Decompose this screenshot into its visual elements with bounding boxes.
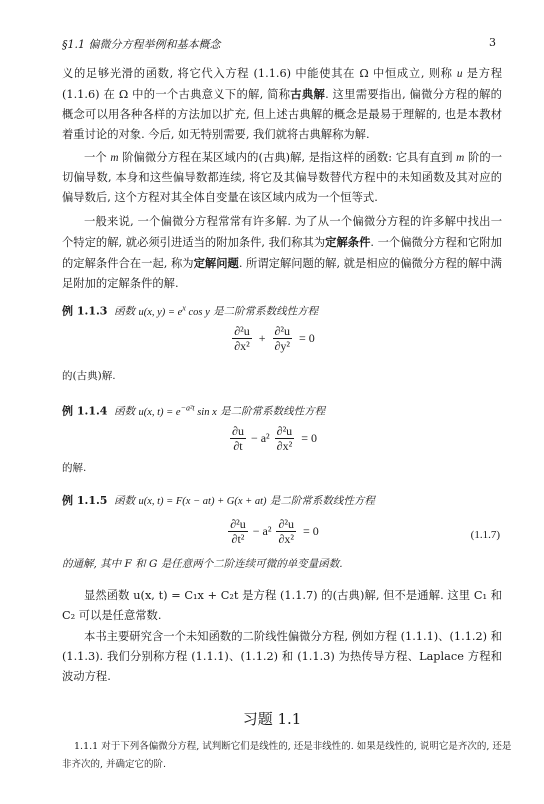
equation-wave	[0, 517, 544, 546]
example-1-1-3	[62, 300, 502, 321]
numerator: ∂²u	[230, 517, 246, 531]
superscript: −a²t	[180, 403, 195, 412]
text: u(x, y) = e	[138, 306, 183, 318]
function	[138, 303, 210, 318]
denominator: ∂t	[233, 439, 243, 453]
example-label: 例 1.1.5	[62, 494, 108, 507]
fraction	[275, 424, 295, 453]
exercise-section-title: 习题 1.1	[242, 710, 302, 728]
denominator: ∂x²	[276, 439, 293, 453]
rhs: = 0	[301, 431, 317, 445]
text: . 所谓定解问题的解, 就是相应的偏微分方程的解中满足附加的定解条件的解.	[62, 257, 502, 290]
text: sin x	[194, 406, 217, 418]
text: 义的足够光滑的函数, 将它代入方程 (1.1.6) 中能使其在 Ω 中恒成立, 则称	[62, 67, 457, 80]
term-classical-solution: 古典解	[290, 87, 326, 101]
fraction	[273, 324, 293, 353]
equation-heat	[0, 424, 544, 453]
example-label: 例 1.1.3	[62, 304, 108, 318]
example-1-1-4	[62, 400, 502, 421]
text: 是二阶常系数线性方程	[209, 305, 319, 318]
operator: − a²	[250, 431, 270, 445]
text: 一个	[84, 151, 111, 164]
text: 是方程 (1.1.6) 在 Ω 中的一个古典意义下的解, 简称	[62, 67, 503, 101]
var-m: m	[110, 152, 119, 164]
text: 是二阶常系数线性方程	[266, 495, 375, 507]
paragraph-classical-solution	[62, 64, 502, 145]
example-after: 的解.	[62, 462, 87, 474]
operator: +	[258, 331, 266, 345]
term-definite-problem: 定解问题	[193, 256, 239, 270]
var-u: u	[456, 68, 463, 80]
section-header: §1.1 偏微分方程举例和基本概念	[62, 38, 221, 51]
example-1-1-5	[62, 493, 502, 510]
example-label: 例 1.1.4	[62, 404, 108, 418]
text: 一般来说, 一个偏微分方程常常有许多解. 为了从一个偏微分方程的许多解中找出一个特定的解, 就必须引进适当的附加条件, 我们称其为	[62, 215, 502, 249]
fraction	[276, 517, 296, 546]
fraction	[228, 517, 248, 546]
page-number: 3	[489, 36, 496, 49]
text: . 一个偏微分方程和它附加的定解条件合在一起, 称为	[62, 236, 502, 270]
text: 函数	[114, 305, 139, 318]
paragraph-definite-conditions	[62, 212, 502, 294]
example-after: 的通解, 其中 F 和 G 是任意两个二阶连续可微的单变量函数.	[62, 558, 343, 570]
text: cos y	[185, 306, 210, 318]
text: 阶偏微分方程在某区域内的(古典)解, 是指这样的函数: 它具有直到	[118, 151, 457, 164]
exercise-item: 1.1.1 对于下列各偏微分方程, 试判断它们是线性的, 还是非线性的. 如果是线性的, 说明它是齐次的, 还是非齐次的, 并确定它的阶.	[62, 741, 512, 770]
paragraph-order-m	[62, 148, 502, 208]
numerator: ∂u	[232, 424, 244, 438]
example-after: 的(古典)解.	[62, 370, 116, 382]
denominator: ∂y²	[274, 339, 291, 353]
numerator: ∂²u	[278, 517, 294, 531]
equation-number: (1.1.7)	[470, 529, 500, 541]
equation-laplace	[0, 324, 544, 353]
paragraph-scope: 本书主要研究含一个未知函数的二阶线性偏微分方程, 例如方程 (1.1.1)、(1.1.2) 和 (1.1.3). 我们分别称方程 (1.1.1)、(1.1.2) 和 (1.1.3) 为热传导方程、Laplace 方程和波动方程.	[62, 630, 502, 683]
numerator: ∂²u	[234, 324, 250, 338]
function	[138, 403, 217, 418]
operator: − a²	[252, 524, 272, 538]
text: 函数	[114, 405, 139, 418]
fraction	[232, 324, 252, 353]
text: 函数	[114, 495, 139, 507]
numerator: ∂²u	[274, 324, 291, 338]
paragraph-general-solution: 显然函数 u(x, t) = C₁x + C₂t 是方程 (1.1.7) 的(古典)解, 但不是通解. 这里 C₁ 和 C₂ 可以是任意常数.	[62, 589, 502, 622]
numerator: ∂²u	[276, 424, 293, 438]
text: . 这里需要指出, 偏微分方程的解的概念可以用各种各样的方法加以扩充, 但上述古典解的概念是最易于理解的, 也是本教材着重讨论的对象. 今后, 如无特别需要, 我们就将古典解称为解.	[62, 88, 502, 141]
fraction	[230, 424, 246, 453]
superscript: x	[182, 303, 186, 312]
denominator: ∂t²	[231, 532, 245, 546]
text: 阶的一切偏导数, 本身和这些偏导数都连续, 将它及其偏导数替代方程中的未知函数及其对应的偏导数后, 这个方程对其全体自变量在该区域内成为一个恒等式.	[62, 151, 502, 204]
var-m: m	[456, 152, 465, 164]
text: u(x, t) = e	[138, 406, 181, 418]
term-definite-condition: 定解条件	[325, 235, 371, 249]
rhs: = 0	[302, 524, 319, 538]
rhs: = 0	[299, 331, 315, 345]
denominator: ∂x²	[278, 532, 294, 546]
function: u(x, t) = F(x − at) + G(x + at)	[138, 496, 267, 507]
text: 是二阶常系数线性方程	[216, 405, 326, 418]
denominator: ∂x²	[234, 339, 250, 353]
page-header	[62, 36, 496, 52]
